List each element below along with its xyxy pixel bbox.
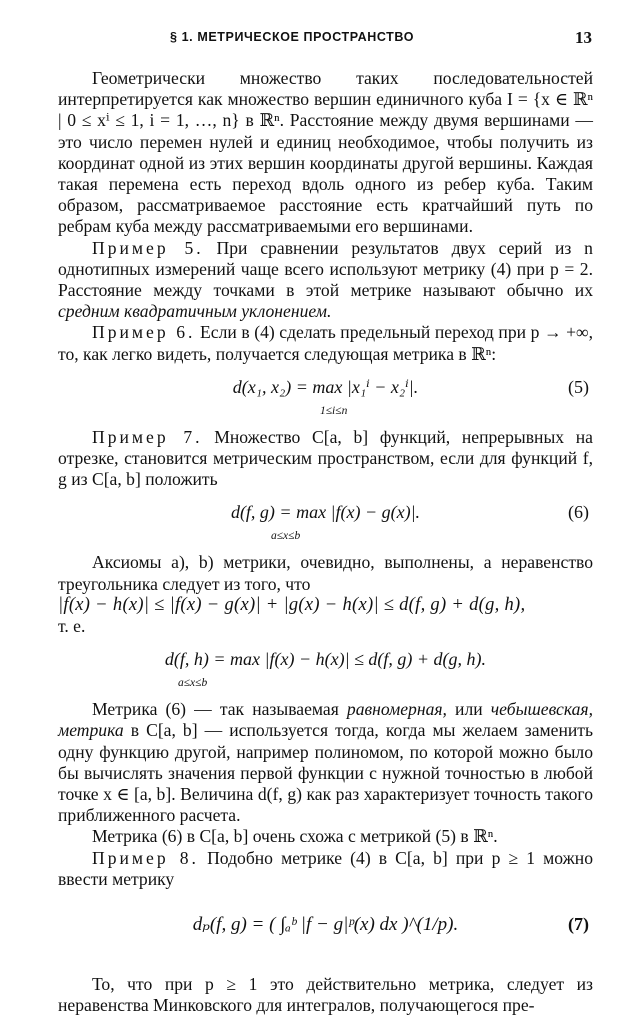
formula-dfh-body: d(f, h) = max |f(x) − h(x)| ≤ d(f, g) + d(g, h). xyxy=(164,649,487,670)
page-body xyxy=(58,68,593,1017)
page-number: 13 xyxy=(575,28,592,47)
formula-dfh xyxy=(58,643,593,690)
paragraph-example-8 xyxy=(58,848,593,890)
formula-triangle: |f(x) − h(x)| ≤ |f(x) − g(x)| + |g(x) − h(x)| ≤ d(f, g) + d(g, h), xyxy=(58,594,526,615)
formula-5-body: d(x₁, x₂) = max |x₁ⁱ − x₂ⁱ|. xyxy=(232,376,419,397)
formula-7 xyxy=(58,896,593,962)
paragraph-similar: Метрика (6) в C[a, b] очень схожа с метрикой (5) в ℝⁿ. xyxy=(92,826,498,847)
formula-6-subscript: a≤x≤b xyxy=(271,530,301,543)
paragraph-minkowski: То, что при p ≥ 1 это действительно метрика, следует из неравенства Минковского для интегралов, получающегося пре- xyxy=(58,974,593,1016)
uniform-metric-text-2: или xyxy=(446,699,491,720)
formula-5 xyxy=(58,371,593,415)
example-7-label: Пример 7. xyxy=(92,426,203,447)
example-5-label: Пример 5. xyxy=(92,237,204,258)
paragraph-example-6 xyxy=(58,322,593,364)
paragraph-example-7 xyxy=(58,427,593,491)
example-5-term: средним квадратичным уклонением. xyxy=(58,301,332,322)
uniform-metric-text-3: в C[a, b] — используется тогда, когда мы желаем заменить одну функцию другой, например полиномом, по которой можно было бы вычислять значения первой функции с нужной точностью в любой точке x ∈ [a, b]. Величина d(f, g) как раз характеризует точность такого приближенного расчета. xyxy=(58,720,593,826)
formula-5-number: (5) xyxy=(568,376,589,397)
uniform-metric-text-1: Метрика (6) — так называемая xyxy=(92,699,347,720)
example-8-text: Подобно метрике (4) в C[a, b] при p ≥ 1 можно ввести метрику xyxy=(58,847,593,889)
formula-6-body: d(f, g) = max |f(x) − g(x)|. xyxy=(230,502,421,523)
example-5-text: При сравнении результатов двух серий из n однотипных измерений чаще всего используют метрику (4) при p = 2. Расстояние между точками в этой метрике называют обычно их xyxy=(58,237,593,301)
paragraph-axioms: Аксиомы а), b) метрики, очевидно, выполнены, а неравенство треугольника следует из того, что xyxy=(58,552,593,594)
formula-7-body: dₚ(f, g) = ( ∫ₐᵇ |f − g|ᵖ(x) dx )^(1/p). xyxy=(192,914,459,936)
formula-5-subscript: 1≤i≤n xyxy=(320,404,348,417)
uniform-metric-term-1: равномерная, xyxy=(346,699,447,720)
running-head: § 1. МЕТРИЧЕСКОЕ ПРОСТРАНСТВО xyxy=(170,30,415,44)
formula-7-number: (7) xyxy=(568,914,589,935)
formula-6 xyxy=(58,496,593,543)
formula-6-number: (6) xyxy=(568,502,589,523)
text-te: т. е. xyxy=(58,616,86,637)
example-8-label: Пример 8. xyxy=(92,847,199,868)
example-7-text: Множество C[a, b] функций, непрерывных на отрезке, становится метрическим пространством, если для функций f, g из C[a, b] положить xyxy=(58,426,593,490)
paragraph-example-5 xyxy=(58,238,593,323)
paragraph-cube: Геометрически множество таких последовательностей интерпретируется как множество вершин единичного куба I = {x ∈ ℝⁿ | 0 ≤ xⁱ ≤ 1, i = 1, …, n} в ℝⁿ. Расстояние между двумя вершинами — это число перемен нулей и единиц необходимое, чтобы получить из координат одной из этих вершин координаты другой вершины. Каждая такая перемена есть переход вдоль одного из ребер куба. Таким образом, рассматриваемое расстояние есть кратчайший путь по ребрам куба между рассматриваемыми его вершинами. xyxy=(58,68,593,237)
example-6-text: Если в (4) сделать предельный переход при p → +∞, то, как легко видеть, получается следующая метрика в ℝⁿ: xyxy=(58,322,593,364)
paragraph-uniform-metric xyxy=(58,699,593,826)
example-6-label: Пример 6. xyxy=(92,322,196,343)
uniform-metric-term-2: чебышевская, метрика xyxy=(58,699,593,741)
formula-dfh-subscript: a≤x≤b xyxy=(178,677,208,690)
page-header xyxy=(0,28,628,50)
